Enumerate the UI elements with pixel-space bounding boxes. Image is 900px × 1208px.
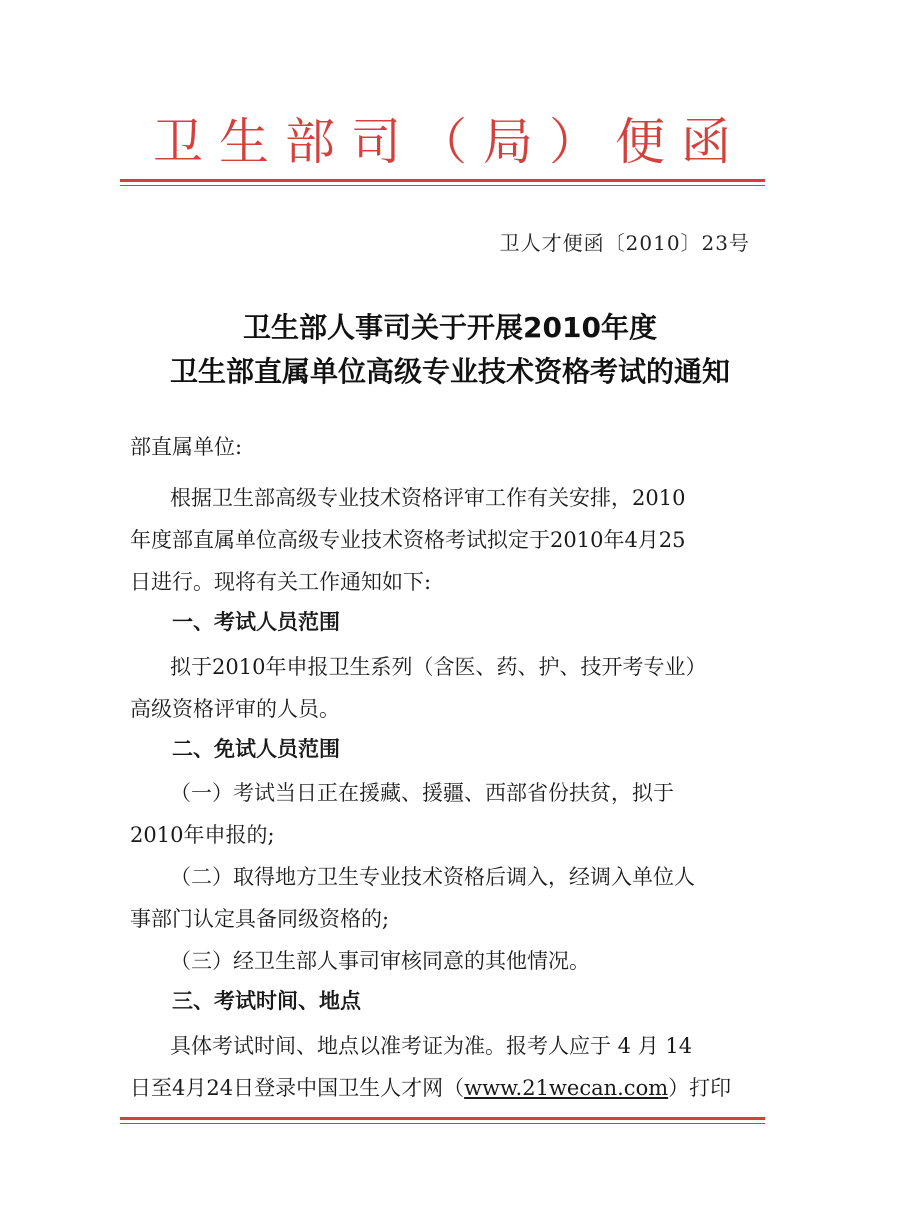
paragraph-6-text-before-link: 日至4月24日登录中国卫生人才网（ xyxy=(130,1076,465,1100)
paragraph-3-line-1: （一）考试当日正在援藏、援疆、西部省份扶贫，拟于 xyxy=(170,781,674,805)
letterhead-rule-top xyxy=(120,179,765,186)
website-link[interactable]: www.21wecan.com xyxy=(464,1076,669,1100)
rule-thin-line xyxy=(120,185,765,186)
section-heading-3: 三、考试时间、地点 xyxy=(172,989,361,1013)
document-number: 卫人才便函〔2010〕23号 xyxy=(499,231,750,255)
paragraph-1-line-2: 年度部直属单位高级专业技术资格考试拟定于2010年4月25 xyxy=(130,528,686,552)
document-title-line-1: 卫生部人事司关于开展2010年度 xyxy=(243,311,657,344)
paragraph-5-line-1: （三）经卫生部人事司审核同意的其他情况。 xyxy=(170,949,590,973)
paragraph-6-line-2 xyxy=(130,1067,750,1109)
rule-thin-line xyxy=(120,1123,765,1124)
paragraph-4-line-2: 事部门认定具备同级资格的; xyxy=(130,907,390,931)
section-heading-2: 二、免试人员范围 xyxy=(172,737,340,761)
document-title-line-2: 卫生部直属单位高级专业技术资格考试的通知 xyxy=(169,355,730,388)
rule-thick-line xyxy=(120,179,765,182)
letterhead-rule-bottom xyxy=(120,1117,765,1124)
section-heading-1: 一、考试人员范围 xyxy=(172,610,340,634)
letterhead-title: 卫生部司（局）便函 xyxy=(153,113,747,171)
paragraph-4-line-1: （二）取得地方卫生专业技术资格后调入，经调入单位人 xyxy=(170,865,695,889)
salutation: 部直属单位: xyxy=(130,435,243,459)
rule-thick-line xyxy=(120,1117,765,1120)
paragraph-1-line-1: 根据卫生部高级专业技术资格评审工作有关安排，2010 xyxy=(170,486,686,510)
paragraph-6-line-1: 具体考试时间、地点以准考证为准。报考人应于 4 月 14 xyxy=(170,1034,693,1058)
paragraph-2-line-2: 高级资格评审的人员。 xyxy=(130,697,340,721)
paragraph-6-text-after-link: ）打印 xyxy=(668,1076,732,1100)
paragraph-3-line-2: 2010年申报的; xyxy=(130,823,275,847)
paragraph-1-line-3: 日进行。现将有关工作通知如下: xyxy=(130,570,432,594)
paragraph-2-line-1: 拟于2010年申报卫生系列（含医、药、护、技开考专业） xyxy=(170,655,707,679)
